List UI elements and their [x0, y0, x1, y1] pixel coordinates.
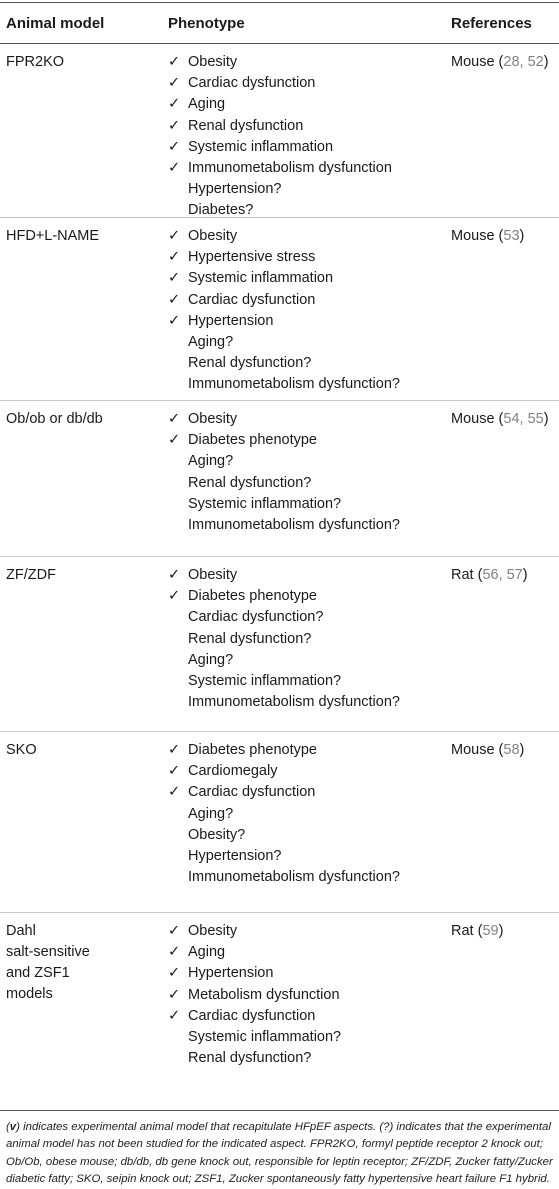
phenotype-item [168, 200, 451, 221]
animal-model-cell [0, 409, 168, 556]
reference-species: Rat [451, 567, 474, 583]
phenotype-item [168, 804, 451, 825]
animal-model-name: and ZSF1 [6, 965, 70, 981]
phenotype-item [168, 1027, 451, 1048]
phenotype-item [168, 247, 451, 268]
phenotype-text: Systemic inflammation [188, 138, 334, 155]
phenotype-text: Cardiac dysfunction [188, 784, 316, 801]
phenotype-text: Renal dysfunction? [188, 355, 312, 372]
footnote-symbol: v [9, 1121, 17, 1133]
phenotype-text: Aging? [188, 651, 234, 668]
check-mark-icon [168, 804, 188, 825]
table-body [0, 44, 559, 1111]
phenotype-text: Aging [188, 944, 226, 961]
phenotype-item [168, 179, 451, 200]
phenotype-item [168, 226, 451, 247]
phenotype-text: Immunometabolism dysfunction? [188, 376, 400, 393]
reference-cell: Rat (56, 57) [451, 567, 528, 583]
reference-cell: Mouse (53) [451, 228, 525, 244]
phenotype-text: Obesity [188, 54, 238, 70]
citation-link[interactable]: 56, 57 [482, 567, 523, 583]
phenotype-text: Diabetes phenotype [188, 432, 317, 449]
animal-model-name: models [6, 986, 53, 1002]
table-document [0, 2, 559, 1189]
animal-model-name: ZF/ZDF [6, 567, 56, 583]
phenotype-item [168, 116, 451, 137]
phenotype-text: Renal dysfunction? [188, 1050, 312, 1067]
phenotype-item [168, 867, 451, 888]
check-mark-icon [168, 374, 188, 395]
phenotype-text: Aging [188, 96, 226, 113]
footnote-text: indicates experimental animal model that recapitulate HFpEF aspects. (?) indicates that the experimental animal model has not been studied for the indicated aspect. FPR2KO, formyl peptide receptor 2 knock out; Ob/Ob, obese mouse; db/db, db gene knock out, responsible for leptin receptor; ZF/ZDF, Zucker fatty/Zucker diabetic fatty; SKO, seipin knock out; ZSF1, Zucker spontaneously fatty hypertensive heart failure F1 hybrid. [6, 1121, 553, 1186]
phenotype-list [168, 565, 451, 731]
phenotype-item [168, 1006, 451, 1027]
reference-cell: Mouse (54, 55) [451, 411, 549, 427]
table-row [0, 44, 559, 218]
check-mark-icon [168, 825, 188, 846]
phenotype-text: Obesity [188, 923, 238, 939]
check-mark-icon: ✓ [168, 784, 181, 801]
phenotype-text: Hypertension [188, 965, 274, 982]
phenotype-item [168, 353, 451, 374]
check-mark-icon: ✓ [168, 432, 181, 449]
phenotype-item [168, 565, 451, 586]
phenotype-text: Aging? [188, 334, 234, 351]
check-mark-icon [168, 607, 188, 628]
phenotype-text: Immunometabolism dysfunction [188, 160, 392, 177]
phenotype-text: Hypertension? [188, 848, 282, 865]
animal-model-cell [0, 226, 168, 400]
check-mark-icon: ✓ [168, 160, 181, 177]
phenotype-text: Aging? [188, 805, 234, 822]
phenotype-item [168, 409, 451, 430]
phenotype-item [168, 430, 451, 451]
check-mark-icon [168, 671, 188, 692]
phenotype-text: Cardiac dysfunction [188, 75, 316, 92]
reference-cell: Rat (59) [451, 923, 504, 939]
check-mark-icon: ✓ [168, 923, 181, 939]
table-row [0, 557, 559, 732]
citation-link[interactable]: 28, 52 [503, 54, 544, 70]
check-mark-icon: ✓ [168, 228, 181, 244]
phenotype-text: Obesity [188, 228, 238, 244]
citation-link[interactable]: 53 [503, 228, 520, 244]
phenotype-text: Hypertensive stress [188, 249, 316, 266]
animal-model-name: FPR2KO [6, 54, 65, 70]
reference-species: Mouse [451, 742, 495, 758]
phenotype-item [168, 137, 451, 158]
check-mark-icon [168, 451, 188, 472]
check-mark-icon [168, 494, 188, 515]
phenotype-text: Cardiac dysfunction [188, 291, 316, 308]
check-mark-icon: ✓ [168, 270, 181, 287]
phenotype-item [168, 332, 451, 353]
animal-model-cell [0, 921, 168, 1110]
phenotype-item [168, 290, 451, 311]
phenotype-item [168, 629, 451, 650]
phenotype-text: Systemic inflammation? [188, 673, 342, 690]
phenotype-text: Obesity [188, 411, 238, 427]
phenotype-list [168, 921, 451, 1110]
phenotype-list [168, 226, 451, 400]
phenotype-item [168, 451, 451, 472]
reference-species: Mouse [451, 411, 495, 427]
phenotype-text: Hypertension? [188, 181, 282, 198]
check-mark-icon: ✓ [168, 249, 181, 266]
check-mark-icon: ✓ [168, 944, 181, 961]
reference-cell: Mouse (28, 52) [451, 54, 549, 70]
phenotype-text: Cardiac dysfunction? [188, 609, 324, 626]
phenotype-item [168, 846, 451, 867]
phenotype-item [168, 650, 451, 671]
table-header [0, 3, 559, 44]
animal-model-name: Dahl [6, 923, 36, 939]
phenotype-item [168, 515, 451, 536]
phenotype-item [168, 52, 451, 73]
phenotype-item [168, 942, 451, 963]
check-mark-icon: ✓ [168, 138, 181, 155]
check-mark-icon: ✓ [168, 763, 181, 780]
phenotype-text: Cardiac dysfunction [188, 1007, 316, 1024]
header-references: References [451, 14, 532, 32]
phenotype-item [168, 158, 451, 179]
phenotype-text: Diabetes phenotype [188, 742, 317, 758]
check-mark-icon: ✓ [168, 291, 181, 308]
phenotype-item [168, 761, 451, 782]
phenotype-item [168, 73, 451, 94]
phenotype-text: Metabolism dysfunction [188, 986, 340, 1003]
phenotype-item [168, 963, 451, 984]
check-mark-icon [168, 1027, 188, 1048]
table-row [0, 732, 559, 913]
phenotype-item [168, 740, 451, 761]
phenotype-list [168, 52, 451, 222]
phenotype-item [168, 921, 451, 942]
check-mark-icon: ✓ [168, 96, 181, 113]
reference-species: Rat [451, 923, 474, 939]
check-mark-icon: ✓ [168, 117, 181, 134]
phenotype-item [168, 825, 451, 846]
phenotype-item [168, 473, 451, 494]
check-mark-icon [168, 650, 188, 671]
phenotype-text: Systemic inflammation [188, 270, 334, 287]
check-mark-icon [168, 1048, 188, 1069]
phenotype-text: Immunometabolism dysfunction? [188, 517, 400, 534]
animal-model-name: SKO [6, 742, 37, 758]
phenotype-item [168, 671, 451, 692]
phenotype-text: Systemic inflammation? [188, 495, 342, 512]
check-mark-icon: ✓ [168, 965, 181, 982]
phenotype-list [168, 740, 451, 912]
table-footnote: (v) indicates experimental animal model that recapitulate HFpEF aspects. (?) indicates that the experimental animal model has not been studied for the indicated aspect. FPR2KO, formyl peptide receptor 2 knock out; Ob/Ob, obese mouse; db/db, db gene knock out, responsible for leptin receptor; ZF/ZDF, Zucker fatty/Zucker diabetic fatty; SKO, seipin knock out; ZSF1, Zucker spontaneously fatty hypertensive heart failure F1 hybrid. [6, 1121, 553, 1186]
header-animal-model: Animal model [6, 14, 105, 32]
check-mark-icon: ✓ [168, 312, 181, 329]
check-mark-icon [168, 353, 188, 374]
check-mark-icon [168, 179, 188, 200]
phenotype-list [168, 409, 451, 556]
phenotype-text: Cardiomegaly [188, 763, 278, 780]
phenotype-item [168, 607, 451, 628]
check-mark-icon [168, 867, 188, 888]
phenotype-text: Obesity [188, 567, 238, 583]
check-mark-icon: ✓ [168, 986, 181, 1003]
phenotype-text: Immunometabolism dysfunction? [188, 694, 400, 711]
header-phenotype: Phenotype [168, 14, 245, 32]
animal-model-name: Ob/ob or db/db [6, 411, 103, 427]
check-mark-icon: ✓ [168, 1007, 181, 1024]
reference-species: Mouse [451, 54, 495, 70]
phenotype-text: Diabetes? [188, 202, 254, 219]
check-mark-icon: ✓ [168, 588, 181, 605]
check-mark-icon: ✓ [168, 75, 181, 92]
check-mark-icon: ✓ [168, 411, 181, 427]
check-mark-icon [168, 515, 188, 536]
check-mark-icon [168, 473, 188, 494]
animal-model-cell [0, 740, 168, 912]
phenotype-text: Hypertension [188, 312, 274, 329]
check-mark-icon: ✓ [168, 54, 181, 70]
phenotype-text: Renal dysfunction? [188, 630, 312, 647]
phenotype-item [168, 985, 451, 1006]
citation-link[interactable]: 59 [482, 923, 499, 939]
check-mark-icon [168, 846, 188, 867]
phenotype-text: Immunometabolism dysfunction? [188, 869, 400, 886]
citation-link[interactable]: 58 [503, 742, 520, 758]
phenotype-item [168, 692, 451, 713]
reference-cell: Mouse (58) [451, 742, 525, 758]
check-mark-icon [168, 200, 188, 221]
check-mark-icon: ✓ [168, 567, 181, 583]
phenotype-item [168, 586, 451, 607]
table-row [0, 913, 559, 1111]
table-row [0, 218, 559, 401]
phenotype-item [168, 374, 451, 395]
phenotype-item [168, 268, 451, 289]
animal-model-cell [0, 565, 168, 731]
animal-model-cell [0, 52, 168, 222]
phenotype-item [168, 782, 451, 803]
table-row [0, 401, 559, 557]
animal-model-name: salt-sensitive [6, 944, 90, 960]
check-mark-icon [168, 692, 188, 713]
phenotype-item [168, 94, 451, 115]
phenotype-text: Diabetes phenotype [188, 588, 317, 605]
animal-model-name: HFD+L-NAME [6, 228, 100, 244]
phenotype-text: Renal dysfunction [188, 117, 304, 134]
phenotype-text: Aging? [188, 453, 234, 470]
check-mark-icon [168, 332, 188, 353]
check-mark-icon [168, 629, 188, 650]
phenotype-text: Systemic inflammation? [188, 1029, 342, 1046]
citation-link[interactable]: 54, 55 [503, 411, 544, 427]
phenotype-text: Renal dysfunction? [188, 474, 312, 491]
reference-species: Mouse [451, 228, 495, 244]
phenotype-text: Obesity? [188, 826, 246, 843]
phenotype-item [168, 1048, 451, 1069]
check-mark-icon: ✓ [168, 742, 181, 758]
phenotype-item [168, 494, 451, 515]
phenotype-item [168, 311, 451, 332]
